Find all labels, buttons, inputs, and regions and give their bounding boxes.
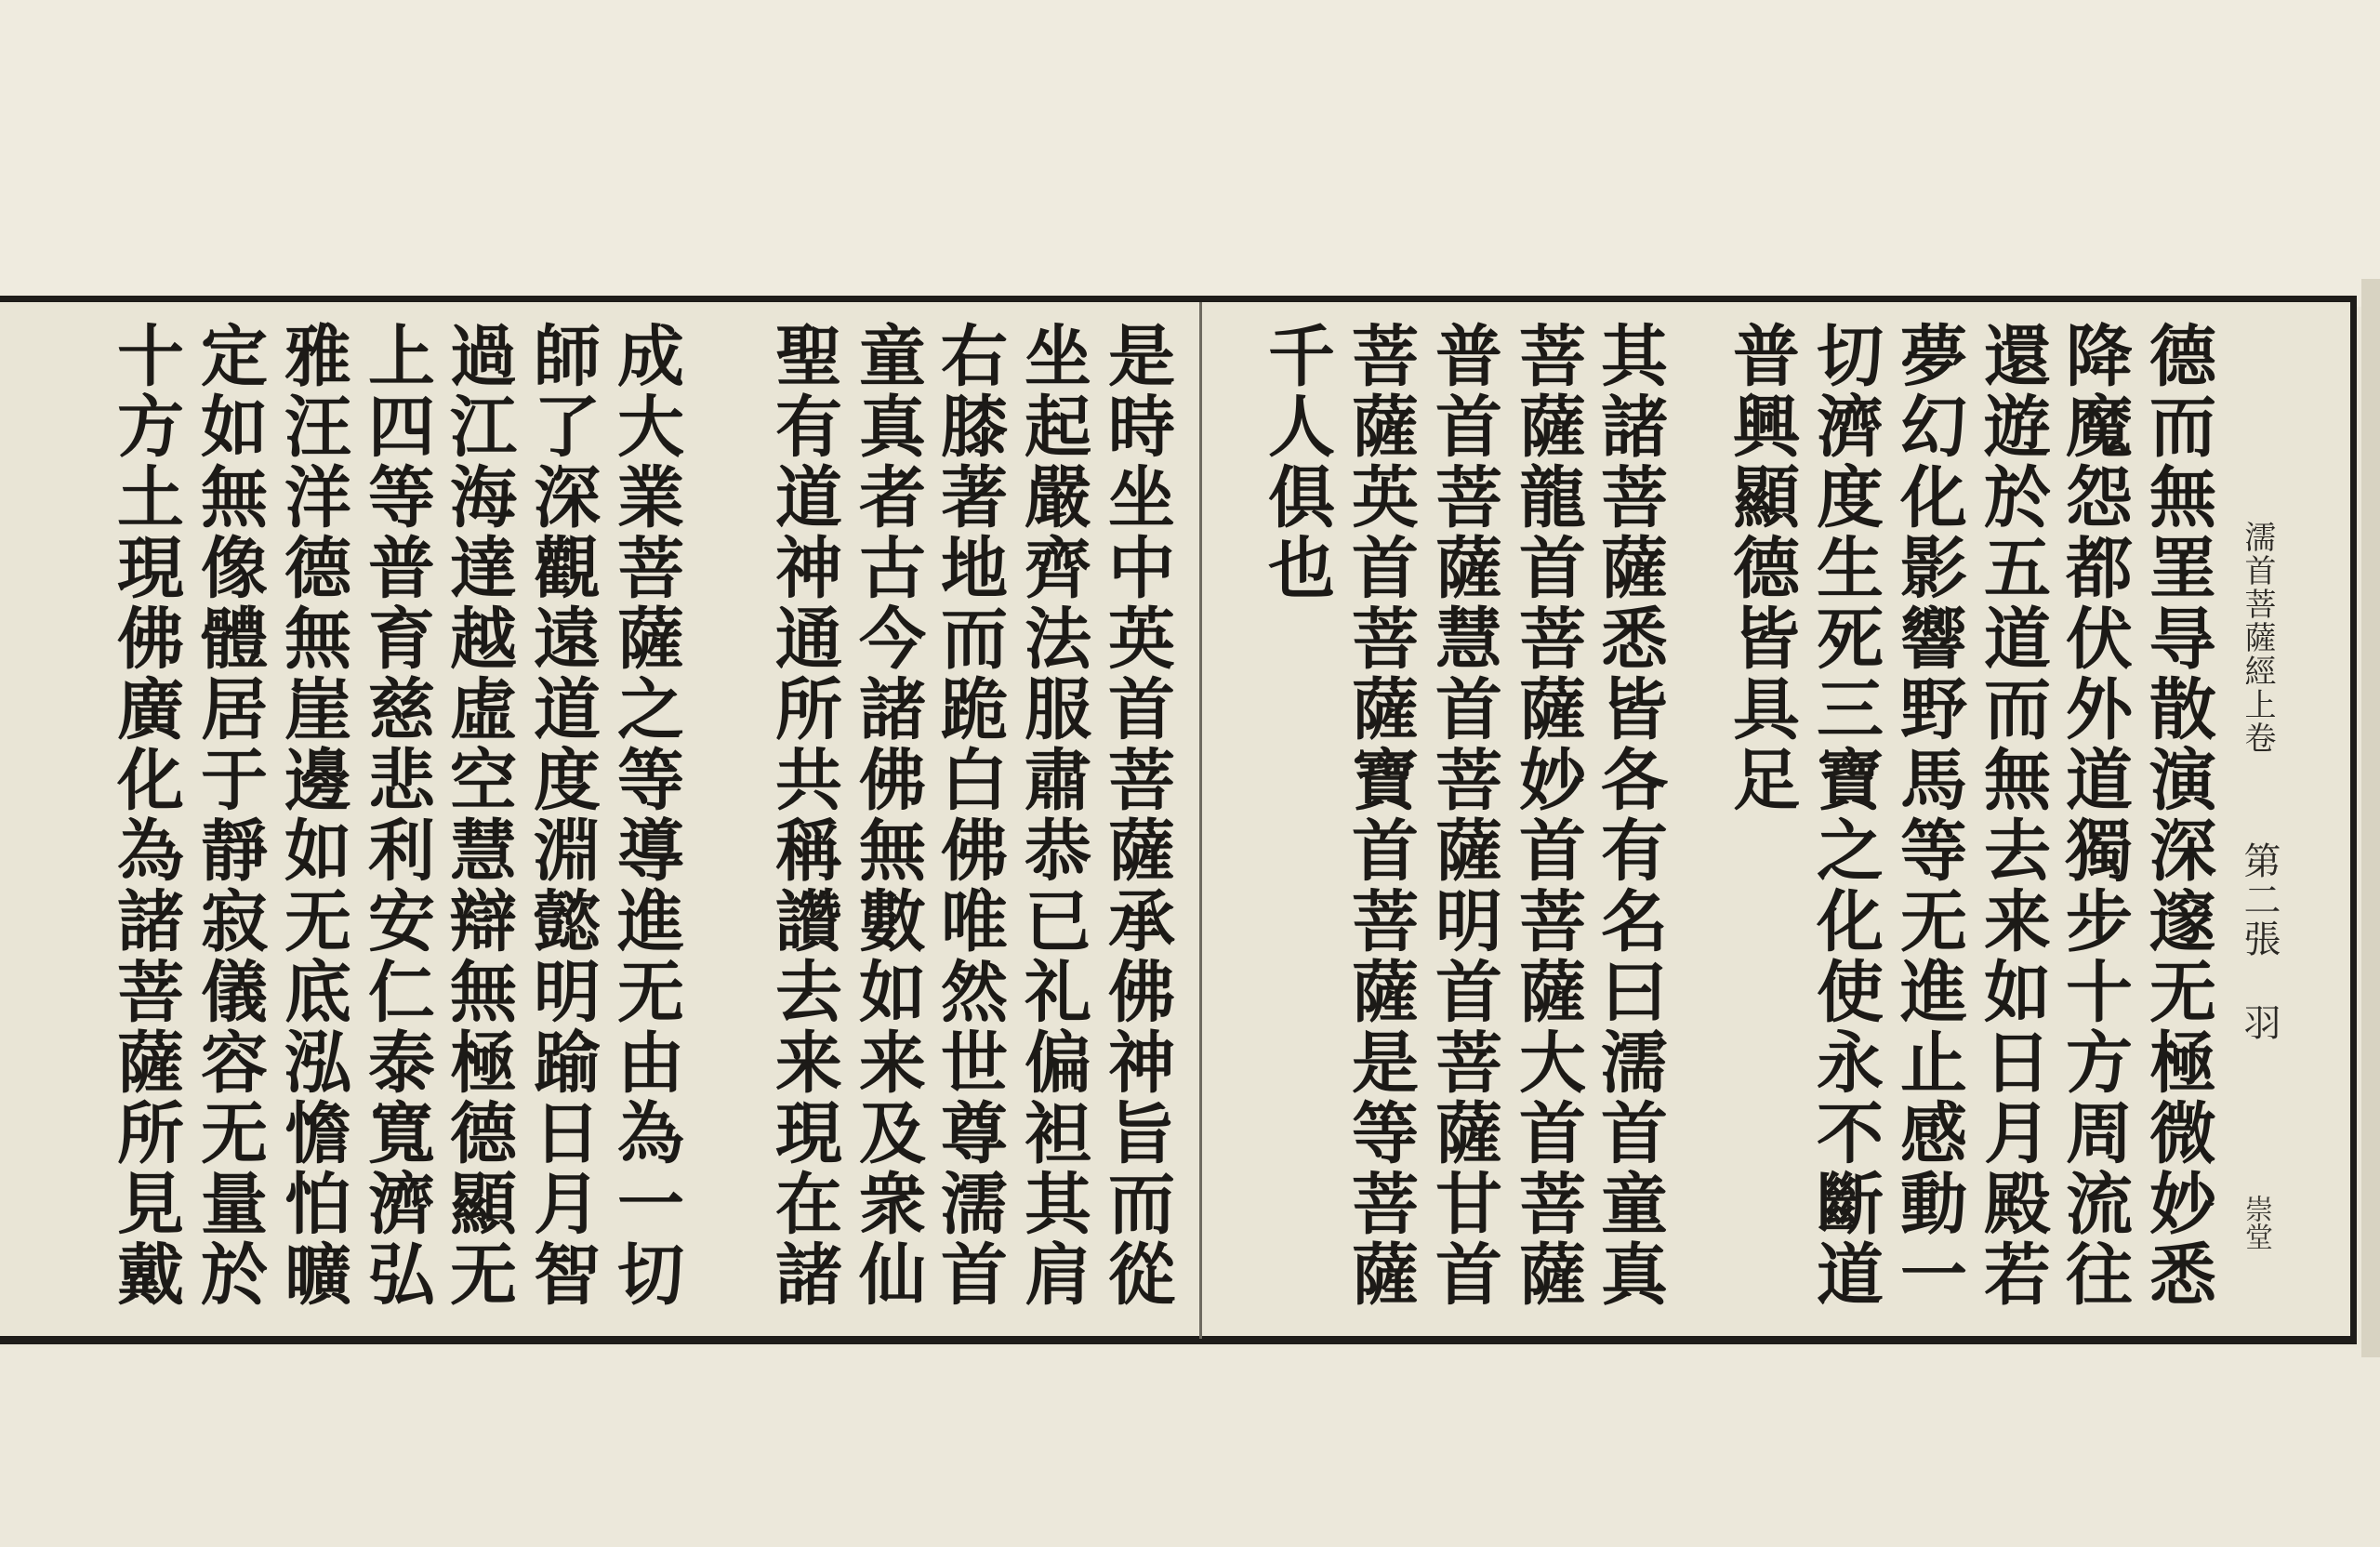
text-column-7: 其諸菩薩悉皆各有名曰濡首童真 bbox=[1590, 321, 1669, 1310]
text-column-18: 師了深觀遠道度淵懿明踰日月智 bbox=[522, 321, 602, 1310]
text-column-5: 切濟度生死三寶之化使永不斷道 bbox=[1805, 321, 1884, 1310]
center-fold-line bbox=[1199, 302, 1202, 1339]
text-column-2: 降魔怨都伏外道獨步十方周流往 bbox=[2055, 321, 2134, 1310]
text-column-3: 還遊於五道而無去来如日月殿若 bbox=[1973, 321, 2052, 1310]
lower-blank-margin bbox=[0, 1348, 2380, 1547]
margin-page-number: 第二張 羽 bbox=[2238, 841, 2281, 1042]
text-column-9: 普首菩薩慧首菩薩明首菩薩甘首 bbox=[1424, 321, 1503, 1310]
text-column-6: 普興顯德皆具足 bbox=[1722, 321, 1801, 815]
text-column-15: 童真者古今諸佛無數如来及衆仙 bbox=[848, 321, 927, 1310]
text-column-23: 十方土現佛廣化為諸菩薩所見戴 bbox=[106, 321, 185, 1310]
text-column-4: 夢幻化影響野馬等无進止感動一 bbox=[1889, 321, 1968, 1310]
text-column-17: 成大業菩薩之等導進无由為一切 bbox=[606, 321, 685, 1310]
text-column-10: 菩薩英首菩薩寶首菩薩是等菩薩 bbox=[1341, 321, 1420, 1310]
text-column-19: 過江海達越虛空慧辯無極德顯无 bbox=[439, 321, 518, 1310]
text-column-13: 坐起嚴齊法服肅恭已礼偏袒其肩 bbox=[1013, 321, 1092, 1310]
upper-blank-margin bbox=[0, 0, 2380, 307]
text-column-12: 是時坐中英首菩薩承佛神旨而從 bbox=[1097, 321, 1176, 1310]
text-column-1: 德而無罣㝵散演深邃无極微妙悉 bbox=[2138, 321, 2217, 1310]
text-column-8: 菩薩龍首菩薩妙首菩薩大首菩薩 bbox=[1508, 321, 1587, 1310]
text-column-14: 右膝著地而跪白佛唯然世尊濡首 bbox=[930, 321, 1009, 1310]
text-column-16: 聖有道神通所共稱讚去来現在諸 bbox=[764, 321, 843, 1310]
page-edge-stain bbox=[2361, 279, 2380, 1357]
margin-sutra-title: 濡首菩薩經上卷 bbox=[2239, 521, 2276, 755]
text-column-22: 定如無像體居于靜寂儀容无量於 bbox=[190, 321, 269, 1310]
margin-carver-mark: 崇堂 bbox=[2240, 1195, 2272, 1250]
text-column-11: 千人俱也 bbox=[1257, 321, 1336, 603]
text-column-20: 上四等普育慈悲利安仁泰寬濟弘 bbox=[357, 321, 436, 1310]
text-column-21: 雅汪洋德無崖邊如无底泓憺怕曠 bbox=[273, 321, 352, 1310]
